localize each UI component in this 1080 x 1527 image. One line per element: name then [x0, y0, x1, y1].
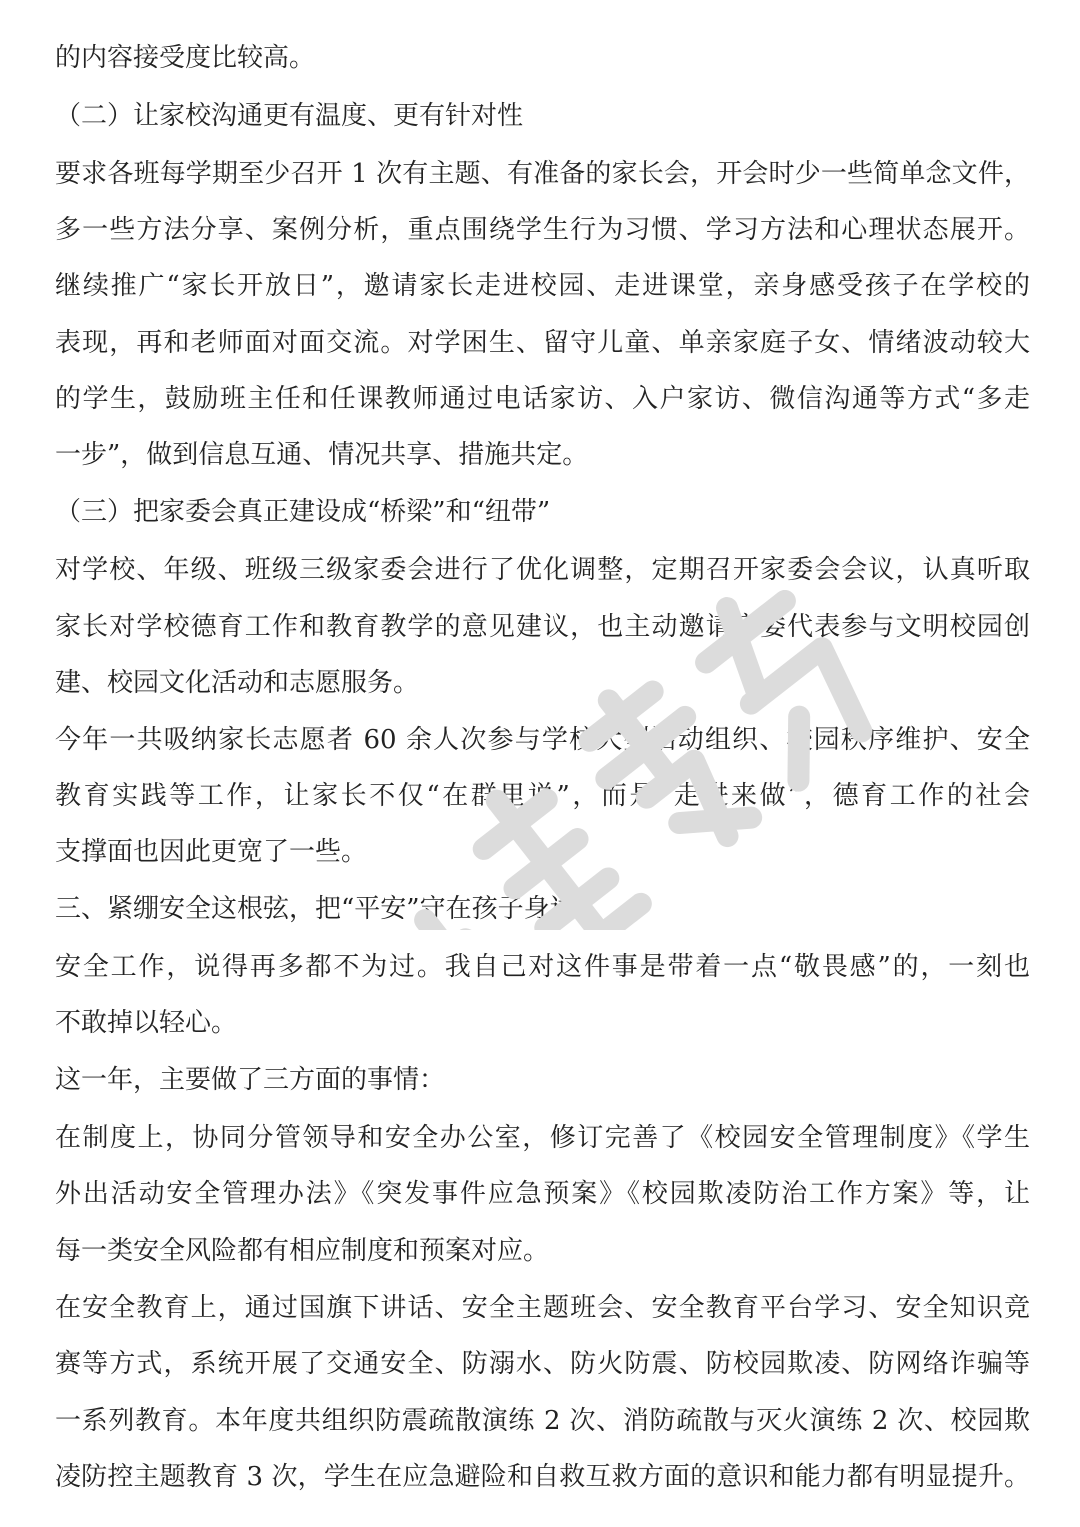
section-heading-three: 三、紧绷安全这根弦，把“平安”守在孩子身边	[55, 894, 576, 924]
text-line-19: 这一年，主要做了三方面的事情：	[55, 1065, 446, 1095]
text-line-4: 多一些方法分享、案例分析，重点围绕学生行为习惯、学习方法和心理状态展开。	[55, 215, 1030, 245]
text-line-7: 的学生，鼓励班主任和任课教师通过电话家访、入户家访、微信沟通等方式“多走	[55, 384, 1030, 414]
text-line-24: 赛等方式，系统开展了交通安全、防溺水、防火防震、防校园欺凌、防网络诈骗等	[55, 1349, 1030, 1379]
text-line-12: 建、校园文化活动和志愿服务。	[55, 668, 420, 698]
text-line-20: 在制度上，协同分管领导和安全办公室，修订完善了《校园安全管理制度》《学生	[55, 1123, 1030, 1153]
text-line-22: 每一类安全风险都有相应制度和预案对应。	[55, 1236, 550, 1266]
text-line-6: 表现，再和老师面对面交流。对学困生、留守儿童、单亲家庭子女、情绪波动较大	[55, 328, 1030, 358]
text-line-23: 在安全教育上，通过国旗下讲话、安全主题班会、安全教育平台学习、安全知识竞	[55, 1293, 1030, 1323]
text-line-13: 今年一共吸纳家长志愿者 60 余人次参与学校大型活动组织、校园秩序维护、安全	[55, 725, 1030, 755]
text-line-1: 的内容接受度比较高。	[55, 43, 316, 73]
text-line-21: 外出活动安全管理办法》《突发事件应急预案》《校园欺凌防治工作方案》等，让	[55, 1179, 1030, 1209]
text-line-15: 支撑面也因此更宽了一些。	[55, 837, 368, 867]
text-line-8: 一步”，做到信息互通、情况共享、措施共定。	[55, 440, 589, 470]
text-line-10: 对学校、年级、班级三级家委会进行了优化调整，定期召开家委会会议，认真听取	[55, 555, 1030, 585]
text-line-5: 继续推广“家长开放日”，邀请家长走进校园、走进课堂，亲身感受孩子在学校的	[55, 271, 1030, 301]
text-line-26: 凌防控主题教育 3 次，学生在应急避险和自救互救方面的意识和能力都有明显提升。	[55, 1462, 1030, 1492]
text-line-17: 安全工作，说得再多都不为过。我自己对这件事是带着一点“敬畏感”的，一刻也	[55, 952, 1030, 982]
text-line-3: 要求各班每学期至少召开 1 次有主题、有准备的家长会，开会时少一些简单念文件，	[55, 159, 1030, 189]
section-heading-2: （二）让家校沟通更有温度、更有针对性	[55, 101, 524, 131]
text-line-11: 家长对学校德育工作和教育教学的意见建议，也主动邀请家委代表参与文明校园创	[55, 612, 1030, 642]
text-line-14: 教育实践等工作，让家长不仅“在群里说”，而是“走进来做”，德育工作的社会	[55, 781, 1030, 811]
text-line-18: 不敢掉以轻心。	[55, 1008, 238, 1038]
section-heading-3: （三）把家委会真正建设成“桥梁”和“纽带”	[55, 497, 551, 527]
text-line-25: 一系列教育。本年度共组织防震疏散演练 2 次、消防疏散与灭火演练 2 次、校园欺	[55, 1406, 1030, 1436]
